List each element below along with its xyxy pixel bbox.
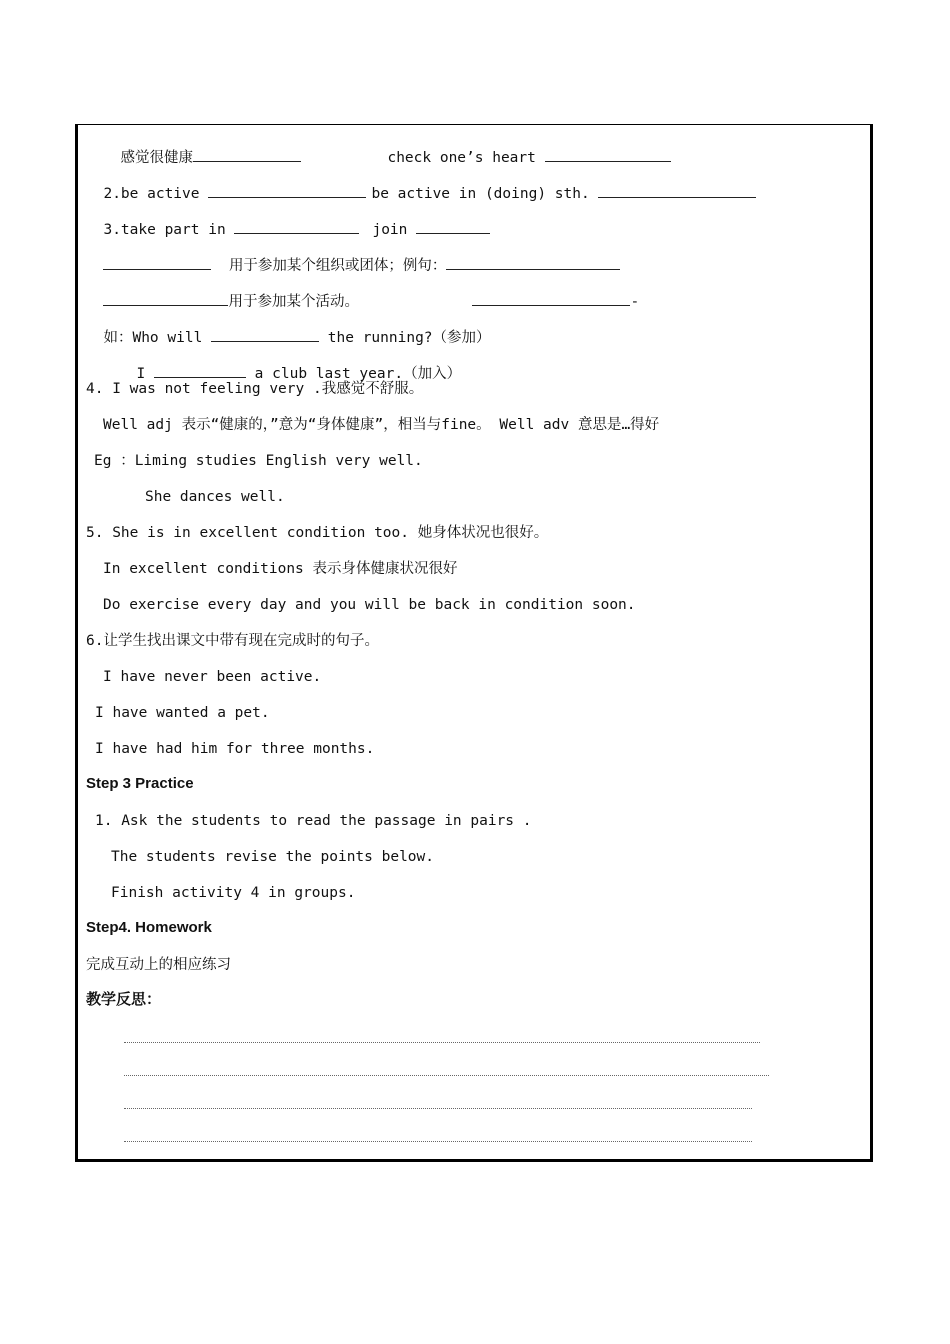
- line-11: She dances well.: [145, 489, 285, 505]
- line-17: I have wanted a pet.: [95, 705, 270, 721]
- line-9: Well adj 表示“健康的，”意为“身体健康”，相当与fine。 Well adv 意思是…得好: [103, 417, 660, 433]
- example-who-will: 如：Who will: [103, 330, 203, 346]
- reflection-heading: 教学反思：: [86, 991, 162, 1008]
- line-4: [86, 235, 620, 276]
- example-a-club: a club last year.（加入）: [254, 366, 462, 382]
- phrase-feel-healthy: 感觉很健康: [120, 150, 193, 166]
- line-1: [103, 127, 301, 168]
- line-10: Eg ：Liming studies English very well.: [94, 453, 423, 469]
- blank: [545, 147, 671, 162]
- blank: [598, 183, 756, 198]
- line-1b: [370, 127, 671, 168]
- line-5b: [455, 271, 639, 312]
- line-18: I have had him for three months.: [95, 741, 375, 757]
- phrase-be-active: 2.be active: [103, 186, 200, 202]
- line-12: 5. She is in excellent condition too. 她身体状况也很好。: [86, 525, 549, 541]
- line-22: Finish activity 4 in groups.: [111, 885, 356, 901]
- example-i: I: [136, 366, 146, 382]
- phrase-check-heart: check one’s heart: [387, 150, 536, 166]
- blank: [103, 291, 228, 306]
- line-21: The students revise the points below.: [111, 849, 435, 865]
- line-15: 6.让学生找出课文中带有现在完成时的句子。: [86, 633, 379, 649]
- phrase-take-part-in: 3.take part in: [103, 222, 226, 238]
- dash: -: [630, 294, 640, 310]
- line-20: 1. Ask the students to read the passage in pairs .: [95, 813, 532, 829]
- line-2: [86, 163, 366, 204]
- blank: [154, 363, 246, 378]
- phrase-join: join: [372, 222, 408, 238]
- blank: [103, 255, 211, 270]
- blank: [208, 183, 366, 198]
- blank: [234, 219, 359, 234]
- line-5: [86, 271, 359, 312]
- reflection-line: [124, 1042, 760, 1043]
- line-2b: [354, 163, 756, 204]
- line-14: Do exercise every day and you will be back in condition soon.: [103, 597, 636, 613]
- line-6: [86, 307, 491, 348]
- line-3b: [355, 199, 490, 240]
- note-join-activity: 用于参加某个活动。: [228, 294, 359, 310]
- blank: [472, 291, 630, 306]
- line-7: [119, 343, 461, 384]
- blank: [416, 219, 490, 234]
- note-join-organization: 用于参加某个组织或团体；例句：: [228, 258, 447, 274]
- line-24: 完成互动上的相应练习: [86, 957, 231, 973]
- reflection-line: [124, 1141, 752, 1142]
- blank: [211, 327, 319, 342]
- blank: [446, 255, 620, 270]
- step-4-heading: Step4. Homework: [86, 919, 212, 936]
- reflection-line: [124, 1075, 769, 1076]
- line-13: In excellent conditions 表示身体健康状况很好: [103, 561, 458, 577]
- line-3: [86, 199, 359, 240]
- blank: [193, 147, 301, 162]
- line-8: 4. I was not feeling very .我感觉不舒服。: [86, 381, 424, 397]
- line-16: I have never been active.: [103, 669, 322, 685]
- example-the-running: the running?（参加）: [327, 330, 491, 346]
- phrase-be-active-in: be active in (doing) sth.: [371, 186, 590, 202]
- step-3-heading: Step 3 Practice: [86, 775, 194, 792]
- reflection-line: [124, 1108, 752, 1109]
